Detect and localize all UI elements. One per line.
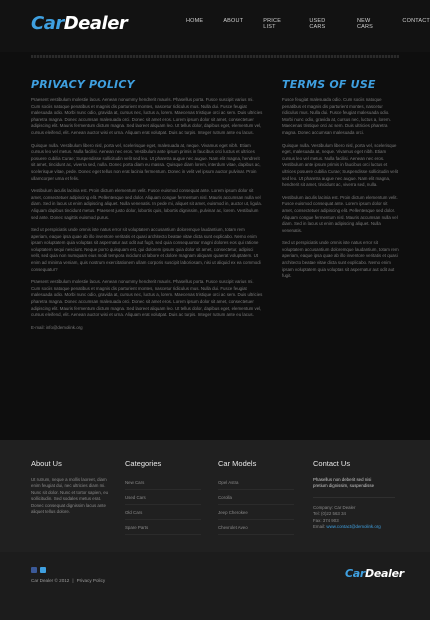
footer-columns [0, 440, 430, 552]
contact-fax: Fax: 374 903 [313, 517, 339, 523]
footer-logo-car-text: Car [345, 567, 366, 580]
contact-company: Company: Car Dealer [313, 504, 356, 510]
nav-used-cars[interactable]: USED CARS [309, 18, 326, 30]
privacy-email[interactable]: E-mail: info@demolink.org [31, 324, 83, 330]
nav-contact[interactable]: CONTACT [402, 18, 430, 24]
contact-email-label: Email: [313, 524, 327, 530]
facebook-icon[interactable] [31, 567, 37, 573]
contact-telephone: Tel: (0)22 563 34 [313, 511, 346, 517]
footer-logo[interactable] [345, 567, 404, 580]
footer-category-link[interactable]: New Cars [125, 477, 201, 490]
contact-address-line: Phasellus non deberit sed nisi [313, 477, 372, 482]
nav-new-cars[interactable]: NEW CARS [356, 18, 374, 30]
privacy-policy-link[interactable]: Privacy Policy [76, 578, 106, 583]
footer-categories [125, 459, 207, 537]
footer-about [31, 459, 113, 515]
footer-categories-title: Categories [125, 459, 162, 468]
header-divider [31, 55, 399, 58]
footer-logo-dealer-text: Dealer [365, 567, 404, 580]
privacy-policy-title: PRIVACY POLICY [31, 78, 135, 91]
terms-of-use-section [282, 78, 399, 286]
footer-contact-title: Contact Us [313, 459, 351, 468]
footer-model-link[interactable]: Corolla [218, 492, 294, 505]
footer-about-text: Ut rutrum, neque a mollis laoreet, diam enim feugiat dui, nec ultricies diam mi. Nunc sit dolor. Nunc et tortor sapien, eu sollicitudin. Sed sodales metus erat. Donec consequat dignissim lacus ante aliquet tellus dolore. [31, 477, 109, 515]
footer-bottom-bar [0, 552, 430, 620]
footer-about-title: About Us [31, 459, 62, 468]
privacy-paragraph: Praesent vestibulum molestie lacus. Aenean nonummy hendrerit mauris. Phasellus porta. Fusce suscipit varius mi. Cum sociis natoque penatibus et magnis dis parturient montes, nascetur ridiculus mus. Nulla dui. Fusce feugiat malesuada odio. Morbi nunc odio, gravida at, cursus nec, luctus a, lorem. Maecenas tristique orci ac sem. Duis ultricies pharetra magna. Donec accumsan malesuada orci. Donec sit amet eros. Lorem ipsum dolor sit amet, consectetuer adipiscing elit. Mauris fermentum dictum magna. Sed laoreet aliquam leo. Ut tellus dolor, dapibus eget, elementum vel, cursus eleifend, elit. Aenean auctor wisi et urna. Aliquam erat volutpat. Duis ac turpis. Integer rutrum ante eu lacus. [31, 279, 263, 318]
footer-contact [313, 459, 401, 530]
site-footer [0, 440, 430, 620]
nav-home[interactable]: HOME [186, 18, 204, 24]
privacy-paragraph: Sed ut perspiciatis unde omnis iste natus error sit voluptatem accusantium doloremque laudantium, totam rem aperiam, eaque ipsa quae ab illo inventore veritatis et quasi architecto beatae vitae dicta sunt explicabo. Nemo enim ipsam voluptatem quia voluptas sit aspernatur aut odit aut fugit, sed quia consequuntur magni dolores eos qui ratione voluptatem sequi nesciunt. Neque porro quisquam est, qui dolorem ipsum quia dolor sit amet, consectetur, adipisci velit, sed quia non numquam eius modi tempora incidunt ut labore et dolore magnam aliquam quaerat voluptatem. Ut enim ad minima veniam, quis nostrum exercitationem ullam corporis suscipit laboriosam, nisi ut aliquid ex ea commodi consequatur? [31, 227, 261, 272]
footer-model-link[interactable]: Jeep Cherokee [218, 507, 294, 520]
footer-models-title: Car Models [218, 459, 257, 468]
footer-model-link[interactable]: Opel Astra [218, 477, 294, 490]
copyright-separator: | [72, 578, 74, 583]
nav-about[interactable]: ABOUT [223, 18, 244, 24]
privacy-paragraph: Vestibulum iaculis lacinia est. Proin dictum elementum velit. Fusce euismod consequat ante. Lorem ipsum dolor sit amet, consectetuer adipiscing elit. Pellentesque sed dolor. Aliquam congue fermentum nisl. Mauris accumsan nulla vel diam. Sed in lacus ut enim adipiscing aliquet. Nulla venenatis. In pede mi, aliquet sit amet, euismod in, auctor ut, ligula. Aliquam dapibus tincidunt metus. Praesent justo dolor, lobortis quis, lobortis dignissim, pulvinar ac, lorem. Vestibulum sed ante. Donec sagittis euismod purus. [31, 188, 262, 220]
terms-paragraph: Vestibulum iaculis lacinia est. Proin dictum elementum velit. Fusce euismod consequat ante. Lorem ipsum dolor sit amet, consectetuer adipiscing elit. Pellentesque sed dolor. Aliquam congue fermentum nisl. Mauris accumsan nulla vel diam. Sed in lacus ut enim adipiscing aliquet. Nulla venenatis. [282, 194, 398, 233]
footer-category-link[interactable]: Spare Parts [125, 522, 201, 535]
copyright-text: Car Dealer © 2012 [31, 578, 70, 583]
footer-car-models [218, 459, 300, 537]
contact-email-link[interactable]: www.contact@demolink.org [326, 524, 381, 530]
privacy-policy-section [31, 78, 263, 331]
terms-paragraph: Sed ut perspiciatis unde omnis iste natus error sit voluptatem accusantium doloremque laudantium, totam rem aperiam, eaque ipsa quae ab illo inventore veritatis et quasi architecto beatae vitae dicta sunt explicabo. Nemo enim ipsam voluptatem quia voluptas sit aspernatur aut odit aut fugit. [282, 240, 399, 279]
logo-dealer-text: Dealer [63, 13, 128, 34]
site-logo[interactable] [31, 13, 127, 34]
terms-paragraph: Fusce feugiat malesuada odio. Cum sociis natoque penatibus et magnis dis parturient montes, nascetur ridiculus mus. Nulla dui. Fusce feugiat malesuada odio. Morbi nunc odio, gravida at, cursus nec, luctus a, lorem. Maecenas tristique orci ac sem. Duis ultricies pharetra magna. Donec accumsan malesuada orci. [282, 97, 391, 135]
nav-price-list[interactable]: PRICE LIST [263, 18, 282, 30]
terms-paragraph: Quisque nulla. Vestibulum libero nisl, porta vel, scelerisque eget, malesuada at, neque. Vivamus eget nibh. Etiam cursus leo vel metus. Nulla facilisi. Aenean nec eros. Vestibulum ante ipsum primis in faucibus orci luctus et ultrices posuere cubilia Curae; Suspendisse sollicitudin velit sed leo. Ut pharetra augue nec augue. Nam elit magna, hendrerit sit amet, tincidunt ac, viverra sed, nulla. [282, 142, 398, 188]
copyright-line [31, 578, 105, 583]
contact-email-line [313, 524, 401, 530]
main-nav [186, 18, 430, 30]
twitter-icon[interactable] [40, 567, 46, 573]
contact-divider [313, 497, 395, 498]
terms-of-use-title: TERMS OF USE [282, 78, 376, 91]
social-links [31, 567, 46, 573]
privacy-paragraph: Quisque nulla. Vestibulum libero nisl, porta vel, scelerisque eget, malesuada at, neque. Vivamus eget nibh. Etiam cursus leo vel metus. Nulla facilisi. Aenean nec eros. Vestibulum ante ipsum primis in faucibus orci luctus et ultrices posuere cubilia Curae; Suspendisse sollicitudin velit sed leo. Ut pharetra augue nec augue. Nam elit magna, hendrerit sit amet, tincidunt ac, viverra sed, nulla. Donec porta diam eu massa. Quisque diam lorem, interdum vitae, dapibus ac, scelerisque vitae, pede. Donec eget tellus non erat lacinia fermentum. Donec in velit vel ipsum auctor pulvinar. Proin ullamcorper urna et felis. [31, 142, 261, 181]
logo-car-text: Car [31, 13, 64, 34]
footer-category-link[interactable]: Old Cars [125, 507, 201, 520]
footer-model-link[interactable]: Chevrolet Aveo [218, 522, 294, 535]
contact-address-line: pretium dignissim, suspendisse [313, 483, 375, 489]
footer-category-link[interactable]: Used Cars [125, 492, 201, 505]
privacy-paragraph: Praesent vestibulum molestie lacus. Aenean nonummy hendrerit mauris. Phasellus porta. Fusce suscipit varius mi. Cum sociis natoque penatibus et magnis dis parturient montes, nascetur ridiculus mus. Nulla dui. Fusce feugiat malesuada odio. Morbi nunc odio, gravida at, cursus nec, luctus a, lorem. Maecenas tristique orci ac sem. Duis ultricies pharetra magna. Donec accumsan malesuada orci. Donec sit amet eros. Lorem ipsum dolor sit amet, consectetuer adipiscing elit. Mauris fermentum dictum magna. Sed laoreet aliquam leo. Ut tellus dolor, dapibus eget, elementum vel, cursus eleifend, elit. Aenean auctor wisi et urna. Aliquam erat volutpat. Duis ac turpis. Integer rutrum ante eu lacus. [31, 97, 263, 135]
site-header [0, 0, 430, 52]
